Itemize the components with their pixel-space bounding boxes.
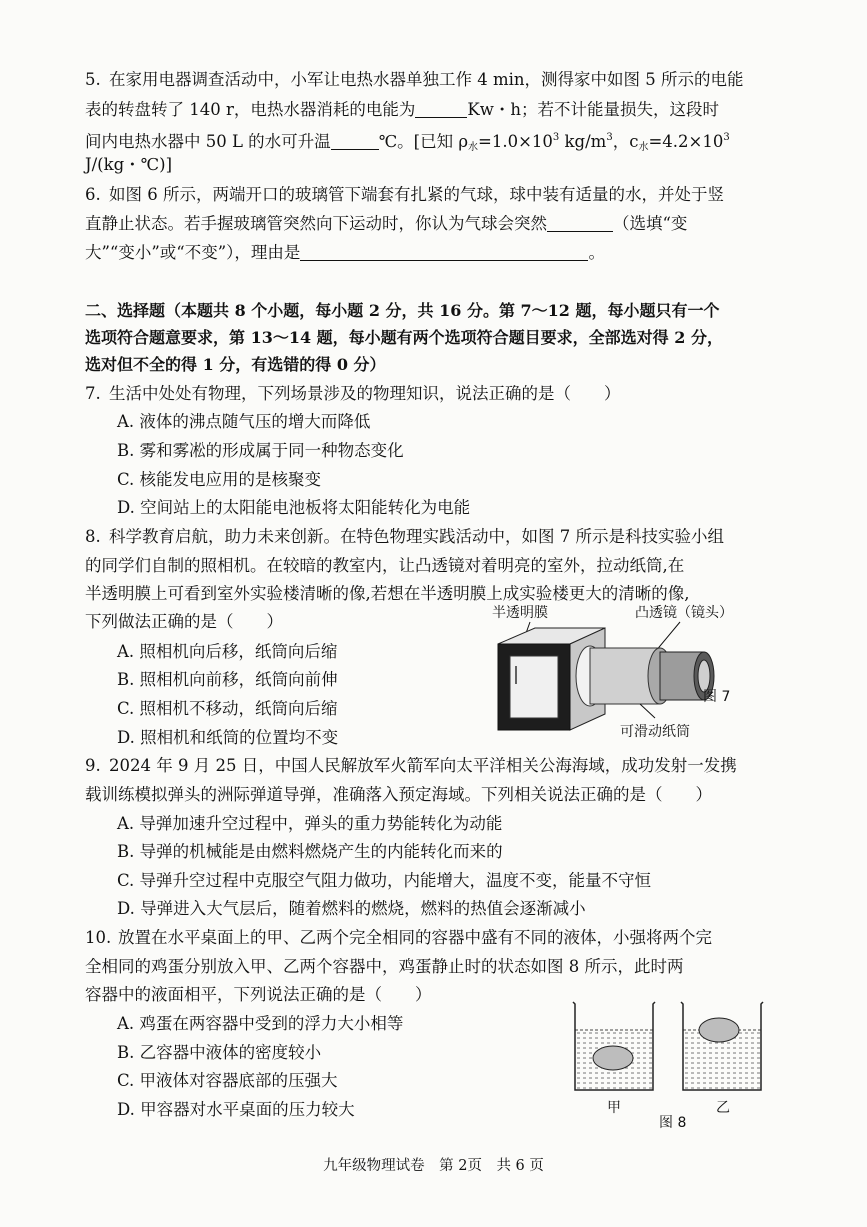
figure-7-caption: 图 7 bbox=[703, 689, 731, 705]
q5-line-2 bbox=[85, 100, 719, 120]
q6-line-3 bbox=[85, 243, 605, 263]
q10-line-3: 容器中的液面相平，下列说法正确的是（ ） bbox=[85, 985, 432, 1004]
q7-number: 7. bbox=[85, 384, 101, 403]
q8-line-4: 下列做法正确的是（ ） bbox=[85, 612, 283, 631]
q10-option-b[interactable]: B. 乙容器中液体的密度较小 bbox=[117, 1043, 322, 1062]
q9-line-1: 2024 年 9 月 25 日，中国人民解放军火箭军向太平洋相关公海海域，成功发射一发携 bbox=[109, 756, 737, 775]
q6-line-3-a: 大”“变小”或“不变”），理由是 bbox=[85, 243, 301, 262]
q8-line-1: 科学教育启航，助力未来创新。在特色物理实践活动中，如图 7 所示是科技实验小组 bbox=[109, 527, 724, 546]
q10-number: 10. bbox=[85, 928, 112, 947]
figure-7-label-lens: 凸透镜（镜头） bbox=[635, 605, 733, 621]
section2-line-3: 选对但不全的得 1 分，有选错的得 0 分） bbox=[85, 355, 386, 374]
q8-option-d[interactable]: D. 照相机和纸筒的位置均不变 bbox=[117, 728, 339, 747]
q10-option-d[interactable]: D. 甲容器对水平桌面的压力较大 bbox=[117, 1100, 355, 1119]
q9-option-b[interactable]: B. 导弹的机械能是由燃料燃烧产生的内能转化而来的 bbox=[117, 842, 503, 861]
figure-7-label-membrane: 半透明膜 bbox=[492, 605, 548, 621]
q6-blank-1[interactable] bbox=[547, 215, 613, 232]
q5-line-3-b: ℃。[已知 ρ bbox=[378, 132, 469, 151]
q5-line-3 bbox=[85, 128, 730, 158]
q10-line-1: 放置在水平桌面上的甲、乙两个完全相同的容器中盛有不同的液体，小强将两个完 bbox=[118, 928, 712, 947]
q5-blank-2[interactable] bbox=[331, 133, 379, 150]
q8-line-2: 的同学们自制的照相机。在较暗的教室内，让凸透镜对着明亮的室外，拉动纸筒,在 bbox=[85, 556, 685, 575]
q9-option-d[interactable]: D. 导弹进入大气层后，随着燃料的燃烧，燃料的热值会逐渐减小 bbox=[117, 899, 586, 918]
q5-line-3-f: =4.2×10 bbox=[648, 132, 724, 151]
q6-line-2-b: （选填“变 bbox=[613, 214, 688, 233]
q6-line-2 bbox=[85, 214, 687, 234]
q9-number: 9. bbox=[85, 756, 101, 775]
q10-option-c[interactable]: C. 甲液体对容器底部的压强大 bbox=[117, 1071, 338, 1090]
q8-option-a[interactable]: A. 照相机向后移，纸筒向后缩 bbox=[117, 642, 338, 661]
figure-8-label-yi: 乙 bbox=[716, 1100, 730, 1116]
q5-c-sub: 水 bbox=[638, 142, 649, 153]
q10-option-a[interactable]: A. 鸡蛋在两容器中受到的浮力大小相等 bbox=[117, 1014, 404, 1033]
section2-line-2: 选项符合题意要求，第 13～14 题，每小题有两个选项符合题目要求，全部选对得 2 分， bbox=[85, 328, 723, 347]
q5-line-3-c: =1.0×10 bbox=[478, 132, 553, 151]
q5-line-2-a: 表的转盘转了 140 r，电热水器消耗的电能为 bbox=[85, 100, 416, 119]
q8-option-c[interactable]: C. 照相机不移动，纸筒向后缩 bbox=[117, 699, 338, 718]
q5-exp-1: 3 bbox=[552, 132, 560, 143]
figure-8-beakers bbox=[565, 996, 775, 1130]
q6-line-3-b: 。 bbox=[588, 243, 605, 262]
q9-option-a[interactable]: A. 导弹加速升空过程中，弹头的重力势能转化为动能 bbox=[117, 814, 503, 833]
figure-7-label-tube: 可滑动纸筒 bbox=[620, 724, 690, 740]
q6-line-1: 如图 6 所示，两端开口的玻璃管下端套有扎紧的气球，球中装有适量的水，并处于竖 bbox=[109, 185, 724, 204]
q5-line-3-d: kg/m bbox=[559, 132, 607, 151]
q5-rho-sub: 水 bbox=[468, 142, 479, 153]
q5-line-3-a: 间内电热水器中 50 L 的水可升温 bbox=[85, 132, 331, 151]
q6-line-2-a: 直静止状态。若手握玻璃管突然向下运动时，你认为气球会突然 bbox=[85, 214, 547, 233]
q5-exp-3: 3 bbox=[723, 132, 730, 143]
section2-line-1: 二、选择题（本题共 8 个小题，每小题 2 分，共 16 分。第 7～12 题，每小题只有一个 bbox=[85, 301, 720, 320]
q7-option-a[interactable]: A. 液体的沸点随气压的增大而降低 bbox=[117, 412, 371, 431]
q5-line-2-b: Kw・h；若不计能量损失，这段时 bbox=[467, 100, 719, 119]
q9-line-2: 载训练模拟弹头的洲际弹道导弹，准确落入预定海域。下列相关说法正确的是（ ） bbox=[85, 785, 712, 804]
q7-option-b[interactable]: B. 雾和雾凇的形成属于同一种物态变化 bbox=[117, 441, 404, 460]
q5-line-3-e: ，c bbox=[612, 132, 639, 151]
q5-number: 5. bbox=[85, 70, 101, 89]
figure-8-label-jia: 甲 bbox=[607, 1100, 621, 1116]
q5-line-1: 在家用电器调查活动中，小军让电热水器单独工作 4 min，测得家中如图 5 所示的电能 bbox=[109, 70, 744, 89]
q8-number: 8. bbox=[85, 527, 101, 546]
q5-line-4: J/(kg・℃)] bbox=[85, 155, 173, 174]
page-footer: 九年级物理试卷 第 2页 共 6 页 bbox=[323, 1158, 544, 1174]
q6-blank-2[interactable] bbox=[300, 244, 588, 261]
q9-option-c[interactable]: C. 导弹升空过程中克服空气阻力做功，内能增大，温度不变，能量不守恒 bbox=[117, 871, 652, 890]
beaker-yi bbox=[681, 1002, 763, 1116]
q5-exp-2: 3 bbox=[606, 132, 613, 143]
q7-stem: 生活中处处有物理，下列场景涉及的物理知识，说法正确的是（ ） bbox=[109, 384, 621, 403]
q10-line-2: 全相同的鸡蛋分别放入甲、乙两个容器中，鸡蛋静止时的状态如图 8 所示，此时两 bbox=[85, 957, 684, 976]
q5-blank-1[interactable] bbox=[415, 101, 467, 118]
q6-number: 6. bbox=[85, 185, 101, 204]
q7-option-c[interactable]: C. 核能发电应用的是核聚变 bbox=[117, 470, 322, 489]
figure-8-caption: 图 8 bbox=[659, 1115, 687, 1130]
q8-line-3: 半透明膜上可看到室外实验楼清晰的像,若想在半透明膜上成实验楼更大的清晰的像, bbox=[85, 584, 690, 603]
figure-7-camera bbox=[490, 600, 790, 745]
q8-option-b[interactable]: B. 照相机向前移，纸筒向前伸 bbox=[117, 670, 338, 689]
q7-option-d[interactable]: D. 空间站上的太阳能电池板将太阳能转化为电能 bbox=[117, 498, 471, 517]
beaker-jia bbox=[573, 1002, 655, 1116]
